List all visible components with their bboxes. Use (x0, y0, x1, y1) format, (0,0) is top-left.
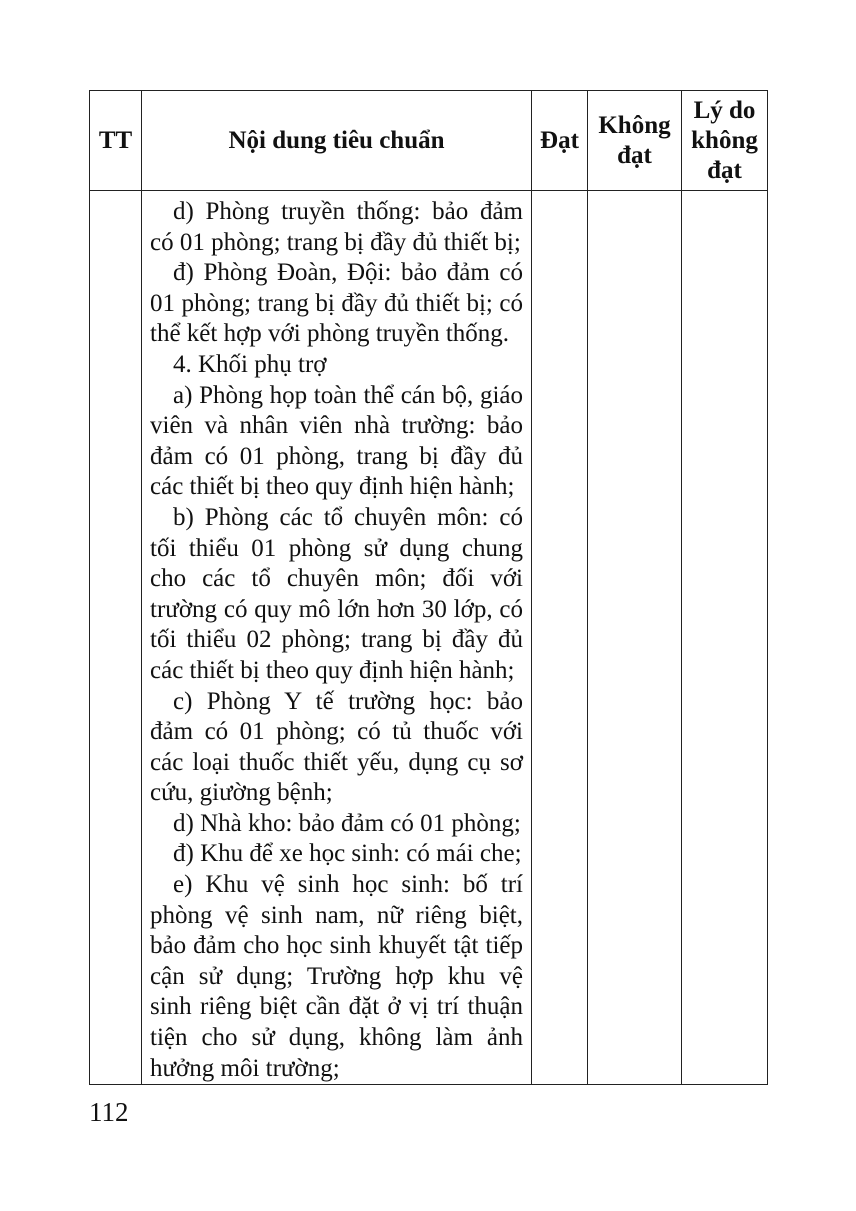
header-khong-dat (588, 91, 682, 191)
cell-ly-do (682, 191, 768, 1085)
content-paragraph: e) Khu vệ sinh học sinh: bố trí phòng vệ sinh nam, nữ riêng biệt, bảo đảm cho học sinh khuyết tật tiếp cận sử dụng; Trường hợp khu vệ sinh riêng biệt cần đặt ở vị trí thuận tiện cho sử dụng, không làm ảnh hưởng môi trường; (150, 871, 523, 1082)
content-paragraph: a) Phòng họp toàn thể cán bộ, giáo viên và nhân viên nhà trường: bảo đảm có 01 phòng, trang bị đầy đủ các thiết bị theo quy định hiện hành; (150, 381, 523, 501)
content-paragraph: đ) Phòng Đoàn, Đội: bảo đảm có 01 phòng; trang bị đầy đủ thiết bị; có thể kết hợp với phòng truyền thống. (150, 259, 523, 348)
cell-khong-dat (588, 191, 682, 1085)
cell-noi-dung (142, 191, 532, 1085)
header-ly-do-line: đạt (707, 156, 742, 184)
cell-tt (90, 191, 142, 1085)
header-ly-do-line: không (691, 126, 758, 154)
content-paragraph: b) Phòng các tổ chuyên môn: có tối thiểu 01 phòng sử dụng chung cho các tổ chuyên môn; đối với trường có quy mô lớn hơn 30 lớp, có tối thiểu 02 phòng; trang bị đầy đủ các thiết bị theo quy định hiện hành; (150, 503, 523, 684)
table-row (90, 191, 768, 1085)
content-paragraph: đ) Khu để xe học sinh: có mái che; (173, 840, 522, 868)
page-number: 112 (89, 1097, 129, 1127)
header-tt: TT (90, 91, 142, 191)
header-ly-do (682, 91, 768, 191)
header-khong-dat-line: Không (598, 111, 671, 139)
table-header-row (90, 91, 768, 191)
content-paragraph: c) Phòng Y tế trường học: bảo đảm có 01 phòng; có tủ thuốc với các loại thuốc thiết yếu, dụng cụ sơ cứu, giường bệnh; (150, 687, 523, 807)
cell-dat (532, 191, 588, 1085)
criteria-table (89, 90, 768, 1085)
content-paragraph: 4. Khối phụ trợ (173, 350, 327, 378)
header-dat: Đạt (532, 91, 588, 191)
content-paragraph: d) Phòng truyền thống: bảo đảm có 01 phòng; trang bị đầy đủ thiết bị; (150, 198, 523, 256)
content-paragraph: d) Nhà kho: bảo đảm có 01 phòng; (173, 809, 521, 837)
header-ly-do-line: Lý do (693, 96, 756, 124)
header-noi-dung: Nội dung tiêu chuẩn (142, 91, 532, 191)
header-khong-dat-line: đạt (617, 141, 652, 169)
